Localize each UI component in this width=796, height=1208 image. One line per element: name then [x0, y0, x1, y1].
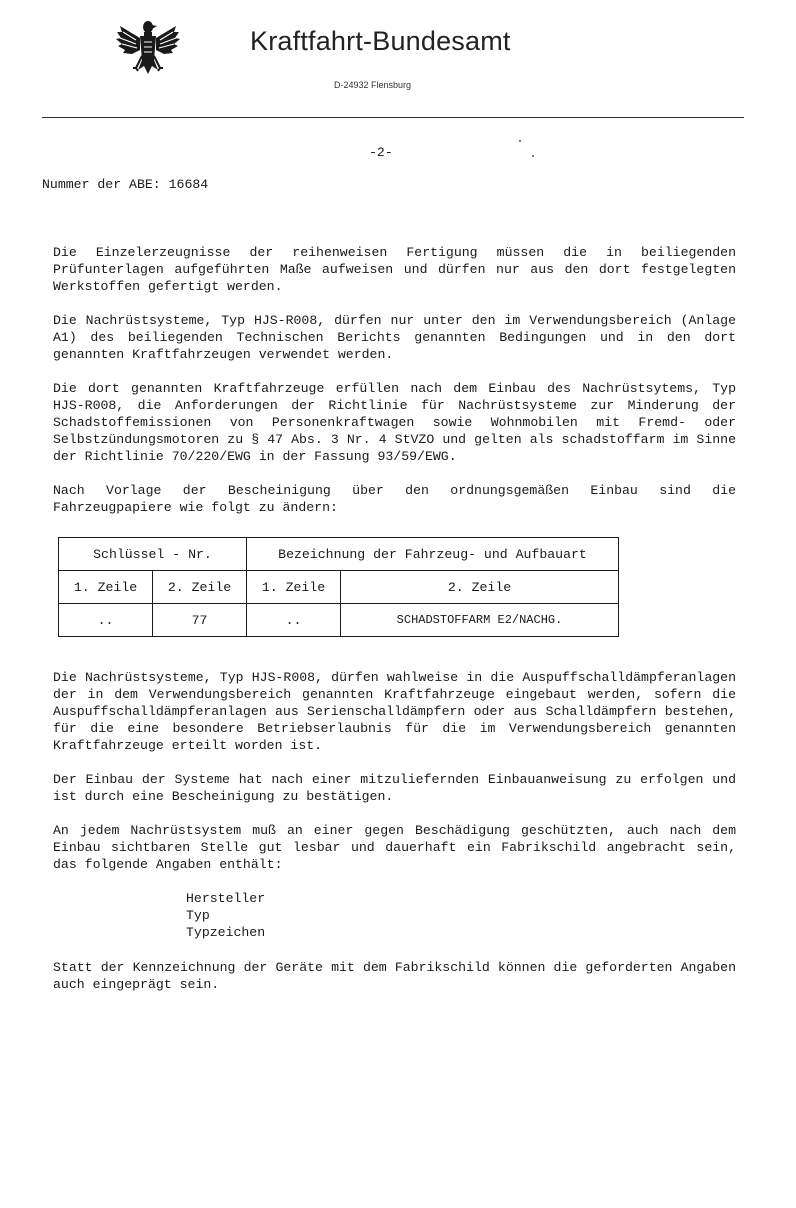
paragraph-installation-instructions: Der Einbau der Systeme hat nach einer mitzuliefernden Einbauanweisung zu erfolgen und ist durch eine Bescheinigung zu bestätigen.	[53, 772, 736, 804]
table-cell: ..	[247, 604, 341, 637]
paragraph-installation-options: Die Nachrüstsysteme, Typ HJS-R008, dürfen wahlweise in die Auspuffschalldämpferanlagen der in dem Verwendungsbereich genannten Kraftfahrzeuge eingebaut werden, sofern die Auspuffschalldämpferanlagen aus Serienschalldämpfern oder aus Schalldämpfern bestehen, für die eine besondere Betriebserlaubnis für die im Verwendungsbereich genannten Kraftfahrzeuge erteilt worden ist.	[53, 670, 736, 753]
federal-eagle-icon	[114, 16, 182, 80]
table-cell: 77	[153, 604, 247, 637]
table-sub-header: 1. Zeile	[59, 571, 153, 604]
paragraph-vehicle-papers: Nach Vorlage der Bescheinigung über den ordnungsgemäßen Einbau sind die Fahrzeugpapiere wie folgt zu ändern:	[53, 483, 736, 515]
header-divider	[42, 117, 744, 118]
paragraph-type-plate: An jedem Nachrüstsystem muß an einer gegen Beschädigung geschützten, auch nach dem Einbau sichtbaren Stelle gut lesbar und dauerhaft ein Fabrikschild angebracht sein, das folgende Angaben enthält:	[53, 823, 736, 872]
table-sub-header: 1. Zeile	[247, 571, 341, 604]
list-item: Hersteller	[186, 891, 266, 906]
table-cell: ..	[59, 604, 153, 637]
type-plate-list	[186, 890, 265, 941]
table-group-header: Schlüssel - Nr.	[59, 538, 247, 571]
table-cell: SCHADSTOFFARM E2/NACHG.	[341, 604, 619, 637]
vehicle-code-table	[58, 537, 619, 637]
paragraph-individual-products: Die Einzelerzeugnisse der reihenweisen Fertigung müssen die in beiliegenden Prüfunterlagen aufgeführten Maße aufweisen und dürfen nur aus den dort festgelegten Werkstoffen gefertigt werden.	[53, 245, 736, 294]
paragraph-emission-compliance: Die dort genannten Kraftfahrzeuge erfüllen nach dem Einbau des Nachrüstsytems, Typ HJS-R008, die Anforderungen der Richtlinie für Nachrüstsysteme zur Minderung der Schadstoffemissionen von Personenkraftwagen sowie Wohnmobilen mit Fremd- oder Selbstzündungsmotoren zu § 47 Abs. 3 Nr. 4 StVZO und gelten als schadstoffarm im Sinne der Richtlinie 70/220/EWG in der Fassung 93/59/EWG.	[53, 381, 736, 464]
list-item: Typzeichen	[186, 925, 266, 940]
agency-name: Kraftfahrt-Bundesamt	[250, 26, 511, 56]
table-sub-header: 2. Zeile	[341, 571, 619, 604]
paragraph-usage-conditions: Die Nachrüstsysteme, Typ HJS-R008, dürfen nur unter den im Verwendungsbereich (Anlage A1) des beiliegenden Technischen Berichts genannten Bedingungen und in den dort genannten Kraftfahrzeugen verwendet werden.	[53, 313, 736, 362]
page-number: -2-	[369, 145, 393, 160]
list-item: Typ	[186, 908, 210, 923]
scan-speck	[519, 140, 521, 142]
agency-address: D-24932 Flensburg	[334, 80, 412, 90]
table-group-header: Bezeichnung der Fahrzeug- und Aufbauart	[247, 538, 619, 571]
table-sub-header: 2. Zeile	[153, 571, 247, 604]
abe-number: Nummer der ABE: 16684	[42, 177, 209, 192]
scan-speck	[532, 155, 534, 157]
paragraph-embossing: Statt der Kennzeichnung der Geräte mit dem Fabrikschild können die geforderten Angaben auch eingeprägt sein.	[53, 960, 736, 992]
